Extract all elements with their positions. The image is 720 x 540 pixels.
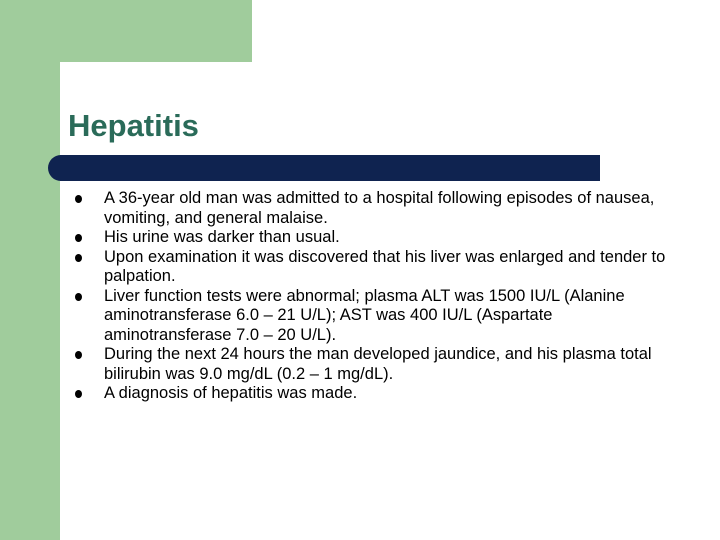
bullet-item xyxy=(72,384,682,404)
bullet-text: A 36-year old man was admitted to a hospital following episodes of nausea, vomiting, and general malaise. xyxy=(104,189,655,227)
bullet-text: His urine was darker than usual. xyxy=(104,228,340,246)
bullet-dot-icon xyxy=(75,254,82,262)
bullet-text: During the next 24 hours the man developed jaundice, and his plasma total bilirubin was 9.0 mg/dL (0.2 – 1 mg/dL). xyxy=(104,345,652,383)
title-rule xyxy=(60,155,600,181)
bullet-item xyxy=(72,189,682,228)
slide-title: Hepatitis xyxy=(68,108,199,143)
bullet-item xyxy=(72,248,682,287)
bullet-item xyxy=(72,228,682,248)
bullet-text: Upon examination it was discovered that his liver was enlarged and tender to palpation. xyxy=(104,247,666,285)
bullet-dot-icon xyxy=(75,293,82,301)
bullet-item xyxy=(72,287,682,346)
bullet-text: Liver function tests were abnormal; plasma ALT was 1500 IU/L (Alanine aminotransferase 6.0 – 21 U/L); AST was 400 IU/L (Aspartate aminotransferase 7.0 – 20 U/L). xyxy=(104,286,625,344)
bullet-item xyxy=(72,345,682,384)
bullet-dot-icon xyxy=(75,351,82,359)
bullet-dot-icon xyxy=(75,234,82,242)
bullet-list xyxy=(72,189,682,404)
decorative-green-left-bar xyxy=(0,0,60,540)
bullet-dot-icon xyxy=(75,390,82,398)
bullet-dot-icon xyxy=(75,195,82,203)
bullet-text: A diagnosis of hepatitis was made. xyxy=(104,384,358,402)
